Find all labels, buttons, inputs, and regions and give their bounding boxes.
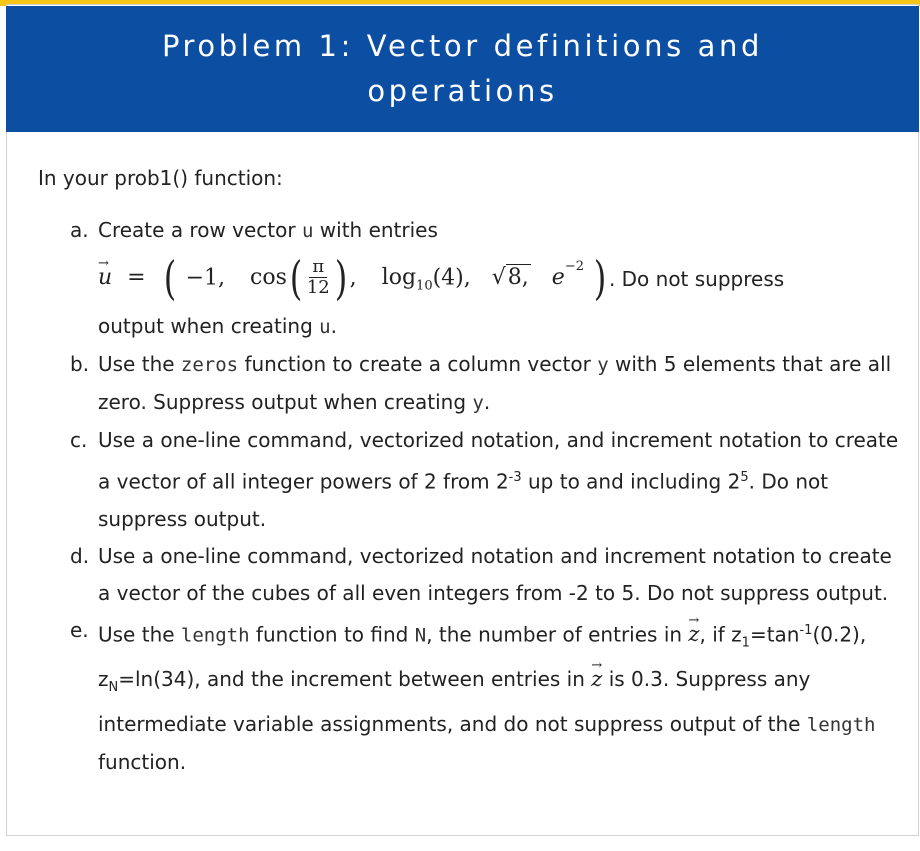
part-c-text: Use a one-line command, vectorized notation, and increment notation to create a vector of all integer powers of 2 from 2 — [98, 428, 899, 494]
part-a-text: output when creating — [98, 314, 313, 338]
part-letter: e. — [70, 617, 89, 642]
subscript: 1 — [741, 635, 750, 651]
part-e — [70, 612, 900, 782]
code-length: length — [806, 714, 876, 737]
var-N: N — [414, 624, 427, 647]
part-letter: b. — [70, 352, 90, 376]
part-a-text: with entries — [319, 218, 438, 242]
exponent: -1 — [799, 622, 813, 638]
cos-function: cos — [250, 264, 287, 290]
log-function: log — [381, 264, 417, 290]
part-e-text: function to find — [255, 622, 409, 647]
part-b-text: function to create a column vector — [244, 352, 591, 376]
subscript: N — [108, 680, 119, 696]
part-e-text: , the number of entries in — [426, 622, 683, 647]
part-a-text: Create a row vector — [98, 218, 296, 242]
var-u: u — [319, 316, 331, 338]
e-exponent: −2 — [564, 258, 584, 274]
part-e-text: (0.2), z — [98, 622, 867, 692]
part-letter: a. — [70, 218, 89, 242]
problem-parts-list — [70, 212, 900, 781]
u-vector-symbol: → u — [98, 259, 112, 296]
z-vector-symbol: → z — [591, 661, 602, 698]
period: . — [330, 314, 337, 338]
part-letter: d. — [70, 543, 90, 568]
log-argument: (4), — [432, 264, 471, 290]
exponent: 5 — [740, 470, 749, 485]
part-c-text: . Do not suppress output. — [98, 469, 829, 531]
exponent: -3 — [508, 470, 522, 485]
intro-text: In your prob1() function: — [38, 166, 283, 190]
equals-sign: = — [127, 264, 146, 290]
entry-1: −1, — [185, 264, 225, 290]
code-zeros: zeros — [180, 354, 239, 376]
part-e-text: Use the — [98, 622, 175, 647]
part-e-text: =ln(34), and the increment between entries in — [118, 667, 585, 692]
part-b-text: Use the — [98, 352, 175, 376]
part-letter: c. — [70, 428, 88, 452]
part-e-text: is 0.3. Suppress any intermediate variable assignments, and do not suppress output of the — [98, 667, 811, 737]
twelve: 12 — [306, 277, 330, 299]
sqrt-argument: 8, — [507, 264, 529, 290]
code-length: length — [180, 624, 250, 647]
part-b — [70, 346, 900, 422]
part-a — [70, 212, 900, 346]
log-base: 10 — [416, 278, 433, 294]
part-a-text: . Do not suppress — [608, 266, 785, 291]
cos-left-paren: ( — [289, 250, 303, 305]
header-banner — [6, 6, 919, 132]
var-y: y — [472, 392, 484, 414]
var-u: u — [301, 220, 314, 242]
part-d — [70, 538, 900, 612]
pi-over-12 — [307, 257, 330, 298]
part-e-text: function. — [98, 750, 187, 775]
part-c-text: up to and including 2 — [528, 469, 741, 494]
z-vector-symbol: → z — [688, 616, 699, 653]
part-c — [70, 422, 900, 538]
sqrt-8: √8, — [491, 264, 529, 290]
var-y: y — [597, 354, 609, 376]
cos-right-paren: ) — [334, 250, 347, 305]
u-definition-equation: → u = ( −1, cos( $\frac{\pi}{12}$ ) , $\log_{10}(4)$, √8, $e^{-2}$ ) . Do not suppress — [98, 250, 900, 308]
left-paren: ( — [163, 250, 176, 305]
part-d-text: Use a one-line command, vectorized notation and increment notation to create a vector of the cubes of all even integers from -2 to 5. Do not suppress output. — [98, 543, 892, 605]
part-e-text: , if z — [699, 622, 742, 647]
e-base: e — [551, 264, 565, 290]
part-e-text: =tan — [749, 622, 800, 647]
period: . — [483, 390, 491, 414]
page-title: Problem 1: Vector definitions and operations — [161, 29, 764, 108]
pi-symbol: π — [309, 257, 327, 278]
right-paren: ) — [593, 250, 607, 305]
part-b-text: with 5 elements that are all zero. Suppress output when creating — [98, 352, 892, 414]
